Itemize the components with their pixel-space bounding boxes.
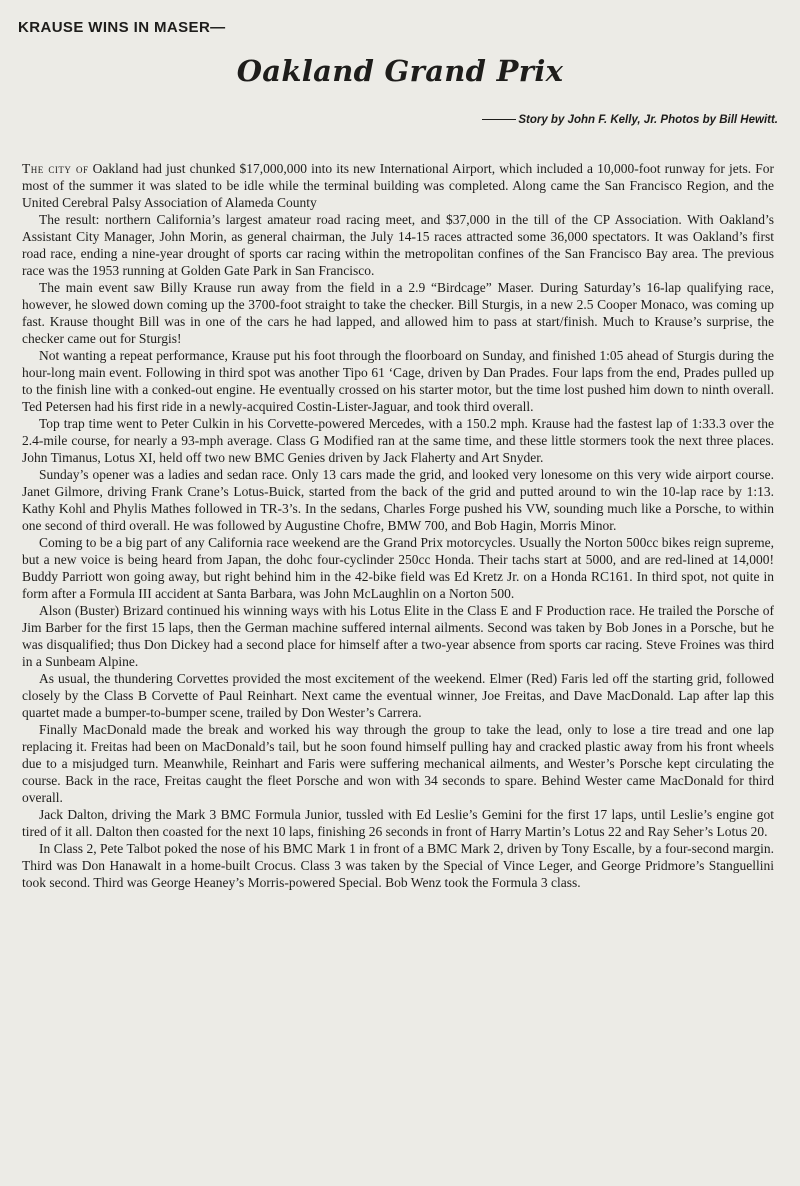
byline	[482, 114, 778, 126]
paragraph-8: Alson (Buster) Brizard continued his winning ways with his Lotus Elite in the Class E and F Production race. He trailed the Porsche of Jim Barber for the first 15 laps, then the German machine suffered internal ailments. Second was taken by Bob Jones in a Porsche, but he was disqualified; thus Don Dickey had a second place for himself after a two-year absence from sports car racing. Steve Froines was third in a Sunbeam Alpine.	[22, 603, 774, 669]
paragraph-1	[22, 160, 774, 211]
paragraph-11: Jack Dalton, driving the Mark 3 BMC Formula Junior, tussled with Ed Leslie’s Gemini for the first 17 laps, until Leslie’s engine got tired of it all. Dalton then coasted for the next 10 laps, finishing 26 seconds in front of Harry Martin’s Lotus 22 and Ray Seher’s Lotus 20.	[22, 807, 774, 839]
paragraph-9: As usual, the thundering Corvettes provided the most excitement of the weekend. Elmer (Red) Faris led off the starting grid, followed closely by the Class B Corvette of Paul Reinhart. Next came the eventual winner, Joe Freitas, and Dave MacDonald. Lap after lap this quartet made a bumper-to-bumper scene, trailed by Don Wester’s Carrera.	[22, 671, 774, 720]
paragraph-4: Not wanting a repeat performance, Krause put his foot through the floorboard on Sunday, and finished 1:05 ahead of Sturgis during the hour-long main event. Following in third spot was another Tipo 61 ‘Cage, driven by Dan Prades. Four laps from the end, Prades pulled up to the finish line with a conked-out engine. He eventually crossed on his starter motor, but the time lost pushed him down to ninth overall. Ted Petersen had his first ride in a newly-acquired Costin-Lister-Jaguar, and took third overall.	[22, 348, 774, 414]
byline-rule	[482, 119, 516, 120]
lead-in: The city of	[22, 161, 89, 176]
headline: Oakland Grand Prix	[236, 54, 564, 88]
paragraph-10: Finally MacDonald made the break and worked his way through the group to take the lead, only to lose a tire tread and one lap replacing it. Freitas had been on MacDonald’s tail, but he soon found himself pulling hay and cracked plastic away from his front wheels due to a misjudged turn. Meanwhile, Reinhart and Faris were suffering mechanical ailments, and Wester’s Porsche kept circulating the course. Back in the race, Freitas caught the fleet Porsche and won with 34 seconds to spare. Behind Wester came MacDonald for third overall.	[22, 722, 774, 805]
article-body	[22, 160, 774, 891]
paragraph-1-text: Oakland had just chunked $17,000,000 into its new International Airport, which included a 10,000-foot runway for jets. For most of the summer it was slated to be idle while the terminal building was completed. Along came the San Francisco Region, and the United Cerebral Palsy Association of Alameda County	[22, 161, 775, 210]
paragraph-5: Top trap time went to Peter Culkin in his Corvette-powered Mercedes, with a 150.2 mph. Krause had the fastest lap of 1:33.3 over the 2.4-mile course, for nearly a 93-mph average. Class G Modified ran at the same time, and these little stormers took the next three places. John Timanus, Lotus XI, held off two new BMC Genies driven by Jack Flaherty and Art Snyder.	[22, 416, 774, 465]
kicker: KRAUSE WINS IN MASER—	[18, 19, 226, 36]
paragraph-12: In Class 2, Pete Talbot poked the nose of his BMC Mark 1 in front of a BMC Mark 2, driven by Tony Escalle, by a four-second margin. Third was Don Hanawalt in a home-built Crocus. Class 3 was taken by the Special of Vince Leger, and George Pridmore’s Stanguellini took second. Third was George Heaney’s Morris-powered Special. Bob Wenz took the Formula 3 class.	[22, 841, 774, 890]
paragraph-3: The main event saw Billy Krause run away from the field in a 2.9 “Birdcage” Maser. During Saturday’s 16-lap qualifying race, however, he slowed down coming up the 3700-foot straight to take the checker. Bill Sturgis, in a new 2.5 Cooper Monaco, was coming up fast. Krause thought Bill was in one of the cars he had lapped, and allowed him to pass at start/finish. Much to Krause’s surprise, the checker came out for Sturgis!	[22, 280, 774, 346]
paragraph-2: The result: northern California’s largest amateur road racing meet, and $37,000 in the till of the CP Association. With Oakland’s Assistant City Manager, John Morin, as general chairman, the July 14-15 races attracted some 36,000 spectators. It was Oakland’s first road race, ending a nine-year drought of sports car racing within the metropolitan confines of the San Francisco Bay area. The previous race was the 1953 running at Golden Gate Park in San Francisco.	[22, 212, 774, 278]
paragraph-6: Sunday’s opener was a ladies and sedan race. Only 13 cars made the grid, and looked very lonesome on this very wide airport course. Janet Gilmore, driving Frank Crane’s Lotus-Buick, started from the back of the grid and putted around to win the 10-lap race by 1:13. Kathy Kohl and Phylis Mathes followed in TR-3’s. In the sedans, Charles Forge pushed his VW, sounding much like a Porsche, to within one second of third overall. He was followed by Augustine Chofre, BMW 700, and Bob Hagin, Morris Minor.	[22, 467, 774, 533]
paragraph-7: Coming to be a big part of any California race weekend are the Grand Prix motorcycles. Usually the Norton 500cc bikes reign supreme, but a new voice is being heard from Japan, the dohc four-cyclinder 250cc Honda. Their tachs start at 5000, and are red-lined at 14,000! Buddy Parriott won going away, but right behind him in the 42-bike field was Ed Kretz Jr. on a Honda RC161. In third spot, not quite in form after a Formula III accident at Santa Barbara, was John McLaughlin on a Norton 500.	[22, 535, 774, 601]
byline-text: Story by John F. Kelly, Jr. Photos by Bill Hewitt.	[518, 114, 778, 126]
